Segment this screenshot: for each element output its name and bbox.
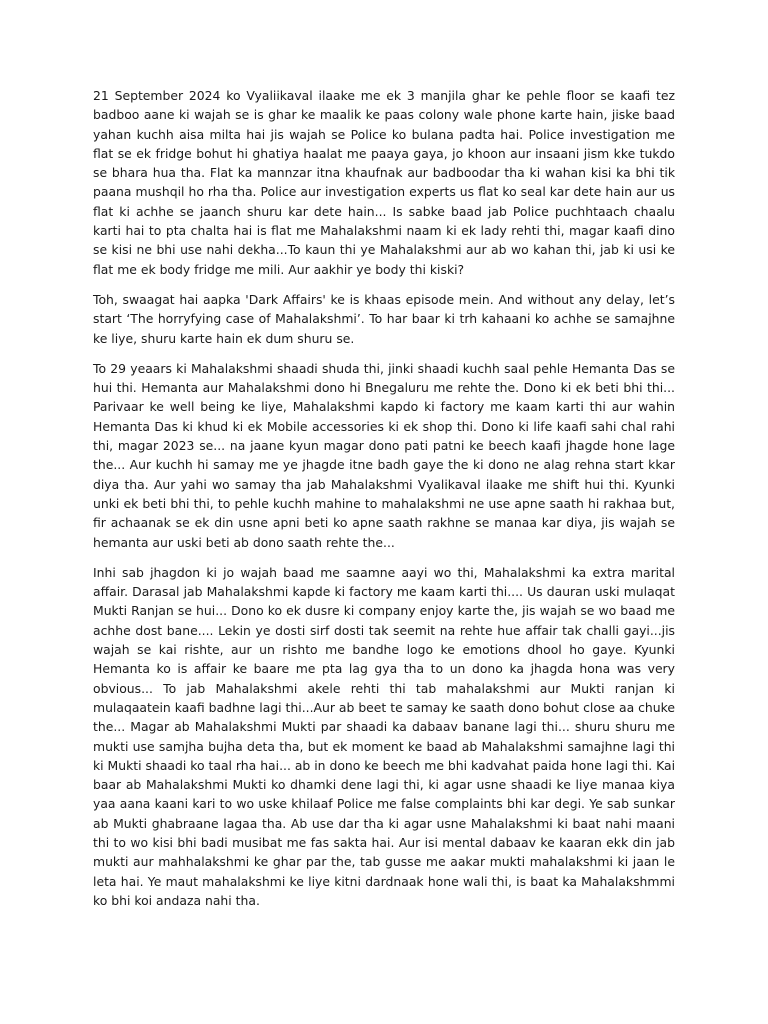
document-page	[93, 86, 675, 921]
paragraph-2: Toh, swaagat hai aapka 'Dark Affairs' ke is khaas episode mein. And without any delay, let’s start ‘The horryfying case of Mahalakshmi’. To har baar ki trh kahaani ko achhe se samajhne ke liye, shuru karte hain ek dum shuru se.	[93, 291, 675, 346]
paragraph-3: To 29 yeaars ki Mahalakshmi shaadi shuda thi, jinki shaadi kuchh saal pehle Hemanta Das se hui thi. Hemanta aur Mahalakshmi dono hi Bnegaluru me rehte the. Dono ki ek beti bhi thi... Parivaar ke well being ke liye, Mahalakshmi kapdo ki factory me kaam karti thi aur wahin Hemanta Das ki khud ki ek Mobile accessories ki ek shop thi. Dono ki life kaafi sahi chal rahi thi, magar 2023 se... na jaane kyun magar dono pati patni ke beech kaafi jhagde hone lage the... Aur kuchh hi samay me ye jhagde itne badh gaye the ki dono ne alag rehna start kkar diya tha. Aur yahi wo samay tha jab Mahalakshmi Vyalikaval ilaake me shift hui thi. Kyunki unki ek beti bhi thi, to pehle kuchh mahine to mahalakshmi ne use apne saath hi rakhaa but, fir achaanak se ek din usne apni beti ko apne saath rakhne se manaa kar diya, jis wajah se hemanta aur uski beti ab dono saath rehte the...	[93, 360, 675, 550]
paragraph-1: 21 September 2024 ko Vyaliikaval ilaake me ek 3 manjila ghar ke pehle floor se kaafi tez badboo aane ki wajah se is ghar ke maalik ke paas colony wale phone karte hain, jiske baad yahan kuchh aisa milta hai jis wajah se Police ko bulana padta hai. Police investigation me flat se ek fridge bohut hi ghatiya haalat me paaya gaya, jo khoon aur insaani jism kke tukdo se bhara hua tha. Flat ka mannzar itna khaufnak aur badboodar tha ki wahan kisi ka bhi tik paana mushqil ho rha tha. Police aur investigation experts us flat ko seal kar dete hain aur us flat ki achhe se jaanch shuru kar dete hain... Is sabke baad jab Police puchhtaach chaalu karti hai to pta chalta hai is flat me Mahalakshmi naam ki ek lady rehti thi, magar kaafi dino se kisi ne bhi use nahi dekha...To kaun thi ye Mahalakshmi aur ab wo kahan thi, jab ki usi ke flat me ek body fridge me mili. Aur aakhir ye body thi kiski?	[93, 88, 675, 277]
paragraph-4: Inhi sab jhagdon ki jo wajah baad me saamne aayi wo thi, Mahalakshmi ka extra marital affair. Darasal jab Mahalakshmi kapde ki factory me kaam karti thi.... Us dauran uski mulaqat Mukti Ranjan se hui... Dono ko ek dusre ki company enjoy karte the, jis wajah se wo baad me achhe dost bane.... Lekin ye dosti sirf dosti tak seemit na rehte hue affair tak challi gayi...jis wajah se kai rishte, aur un rishto me bandhe logo ke emotions dhool ho gaye. Kyunki Hemanta ko is affair ke baare me pta lag gya tha to un dono ka jhagda hona was very obvious... To jab Mahalakshmi akele rehti thi tab mahalakshmi aur Mukti ranjan ki mulaqaatein kaafi badhne lagi thi...Aur ab beet te samay ke saath dono bohut close aa chuke the... Magar ab Mahalakshmi Mukti par shaadi ka dabaav banane lagi thi... shuru shuru me mukti use samjha bujha deta tha, but ek moment ke baad ab Mahalakshmi samajhne lagi thi ki Mukti shaadi ko taal rha hai... ab in dono ke beech me bhi kadvahat paida hone lagi thi. Kai baar ab Mahalakshmi Mukti ko dhamki dene lagi thi, ki agar usne shaadi ke liye manaa kiya yaa aana kaani kari to wo uske khilaaf Police me false complaints bhi kar degi. Ye sab sunkar ab Mukti ghabraane lagaa tha. Ab use dar tha ki agar usne Mahalakshmi ki baat nahi maani thi to wo kisi bhi badi musibat me fas sakta hai. Aur isi mental dabaav ke kaaran ekk din jab mukti aur mahhalakshmi ke ghar par the, tab gusse me aakar mukti mahalakshmi ki jaan le leta hai. Ye maut mahalakshmi ke liye kitni dardnaak hone wali thi, is baat ka Mahalakshmmi ko bhi koi andaza nahi tha.	[93, 564, 676, 908]
